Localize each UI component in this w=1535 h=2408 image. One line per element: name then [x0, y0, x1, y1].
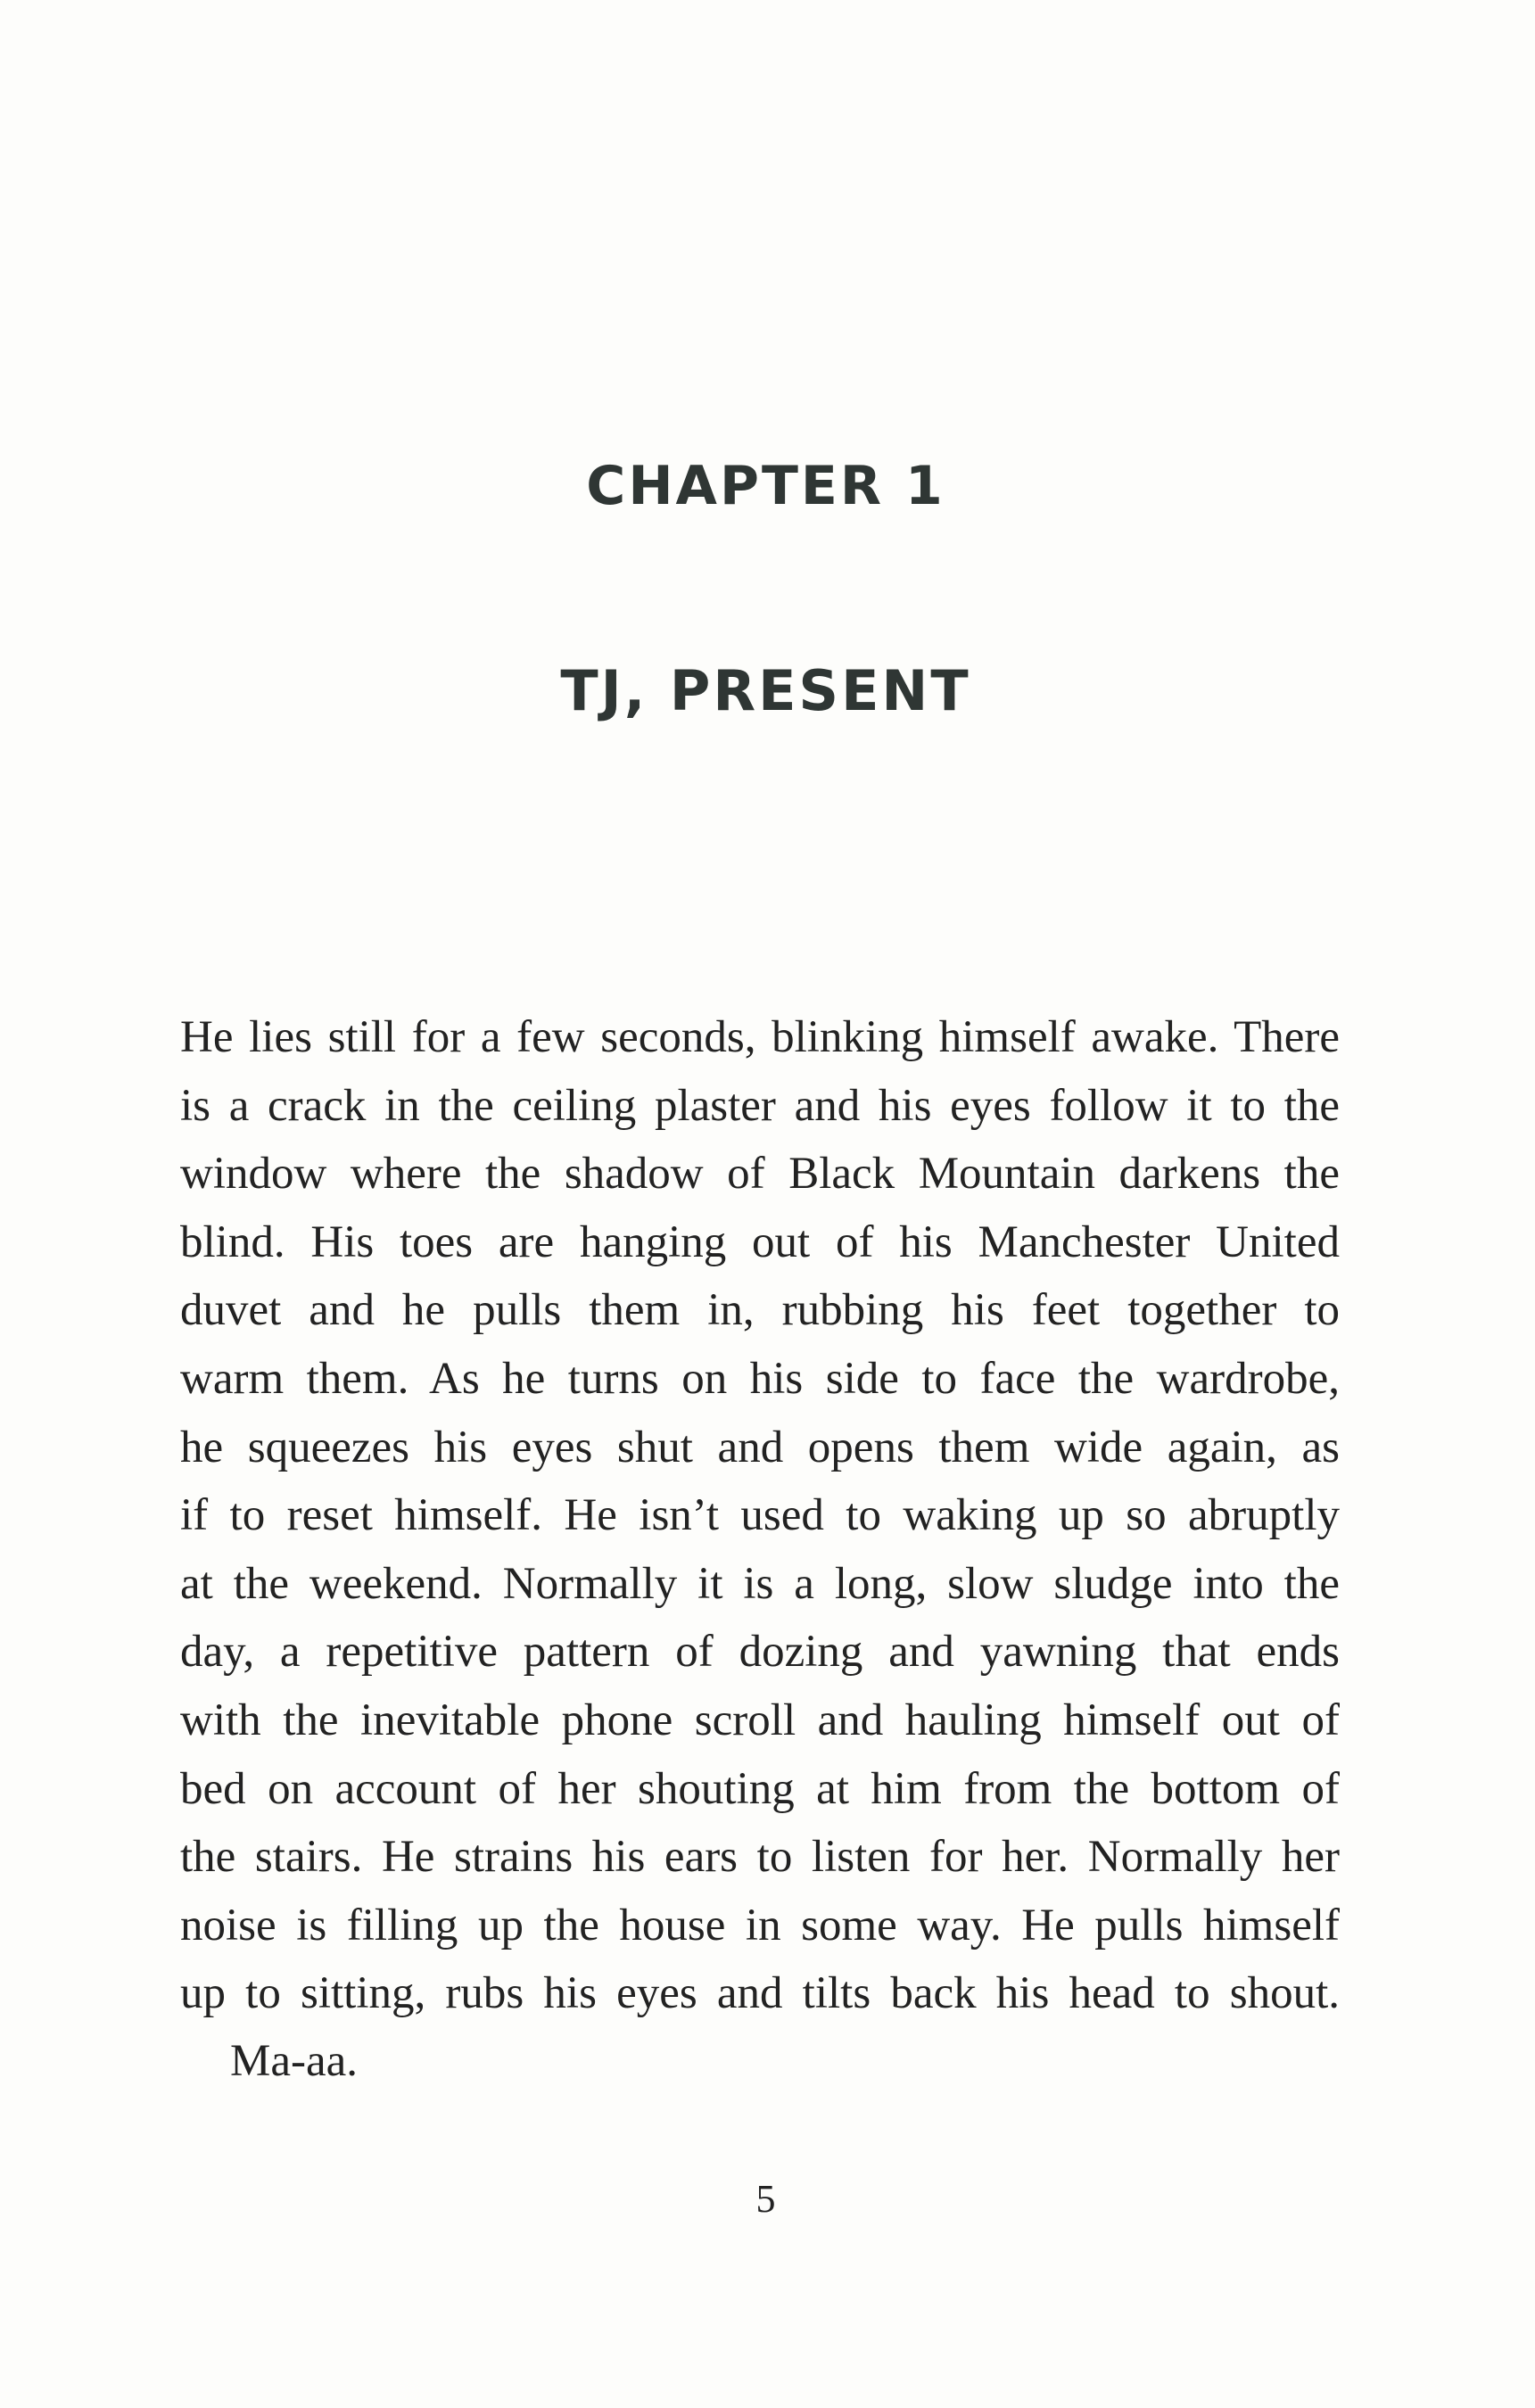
body-paragraph [180, 1003, 1340, 2028]
chapter-number-heading: CHAPTER 1 [586, 455, 945, 517]
body-line: with the inevitable phone scroll and hauling himself out of [180, 1695, 1340, 1745]
body-line: at the weekend. Normally it is a long, slow sludge into the [180, 1558, 1340, 1609]
body-line: up to sitting, rubs his eyes and tilts back his head to shout. [180, 1968, 1340, 2019]
body-line: the stairs. He strains his ears to listen for her. Normally her [180, 1832, 1340, 1883]
body-line: is a crack in the ceiling plaster and his eyes follow it to the [180, 1080, 1340, 1131]
chapter-title-heading: TJ, PRESENT [560, 658, 971, 723]
body-line: He lies still for a few seconds, blinking himself awake. There [180, 1012, 1340, 1062]
body-line: blind. His toes are hanging out of his Manchester United [180, 1216, 1340, 1267]
body-line: duvet and he pulls them in, rubbing his feet together to [180, 1285, 1340, 1336]
body-line: bed on account of her shouting at him from the bottom of [180, 1763, 1340, 1814]
body-line: he squeezes his eyes shut and opens them wide again, as [180, 1422, 1340, 1472]
dialogue-line: Ma-aa. [230, 2036, 358, 2086]
body-line: warm them. As he turns on his side to face the wardrobe, [180, 1353, 1340, 1404]
body-line: if to reset himself. He isn’t used to waking up so abruptly [180, 1490, 1340, 1541]
body-line: noise is filling up the house in some way. He pulls himself [180, 1900, 1340, 1950]
body-line: day, a repetitive pattern of dozing and yawning that ends [180, 1627, 1340, 1678]
body-line: window where the shadow of Black Mountain darkens the [180, 1149, 1340, 1200]
page-number: 5 [755, 2177, 776, 2221]
